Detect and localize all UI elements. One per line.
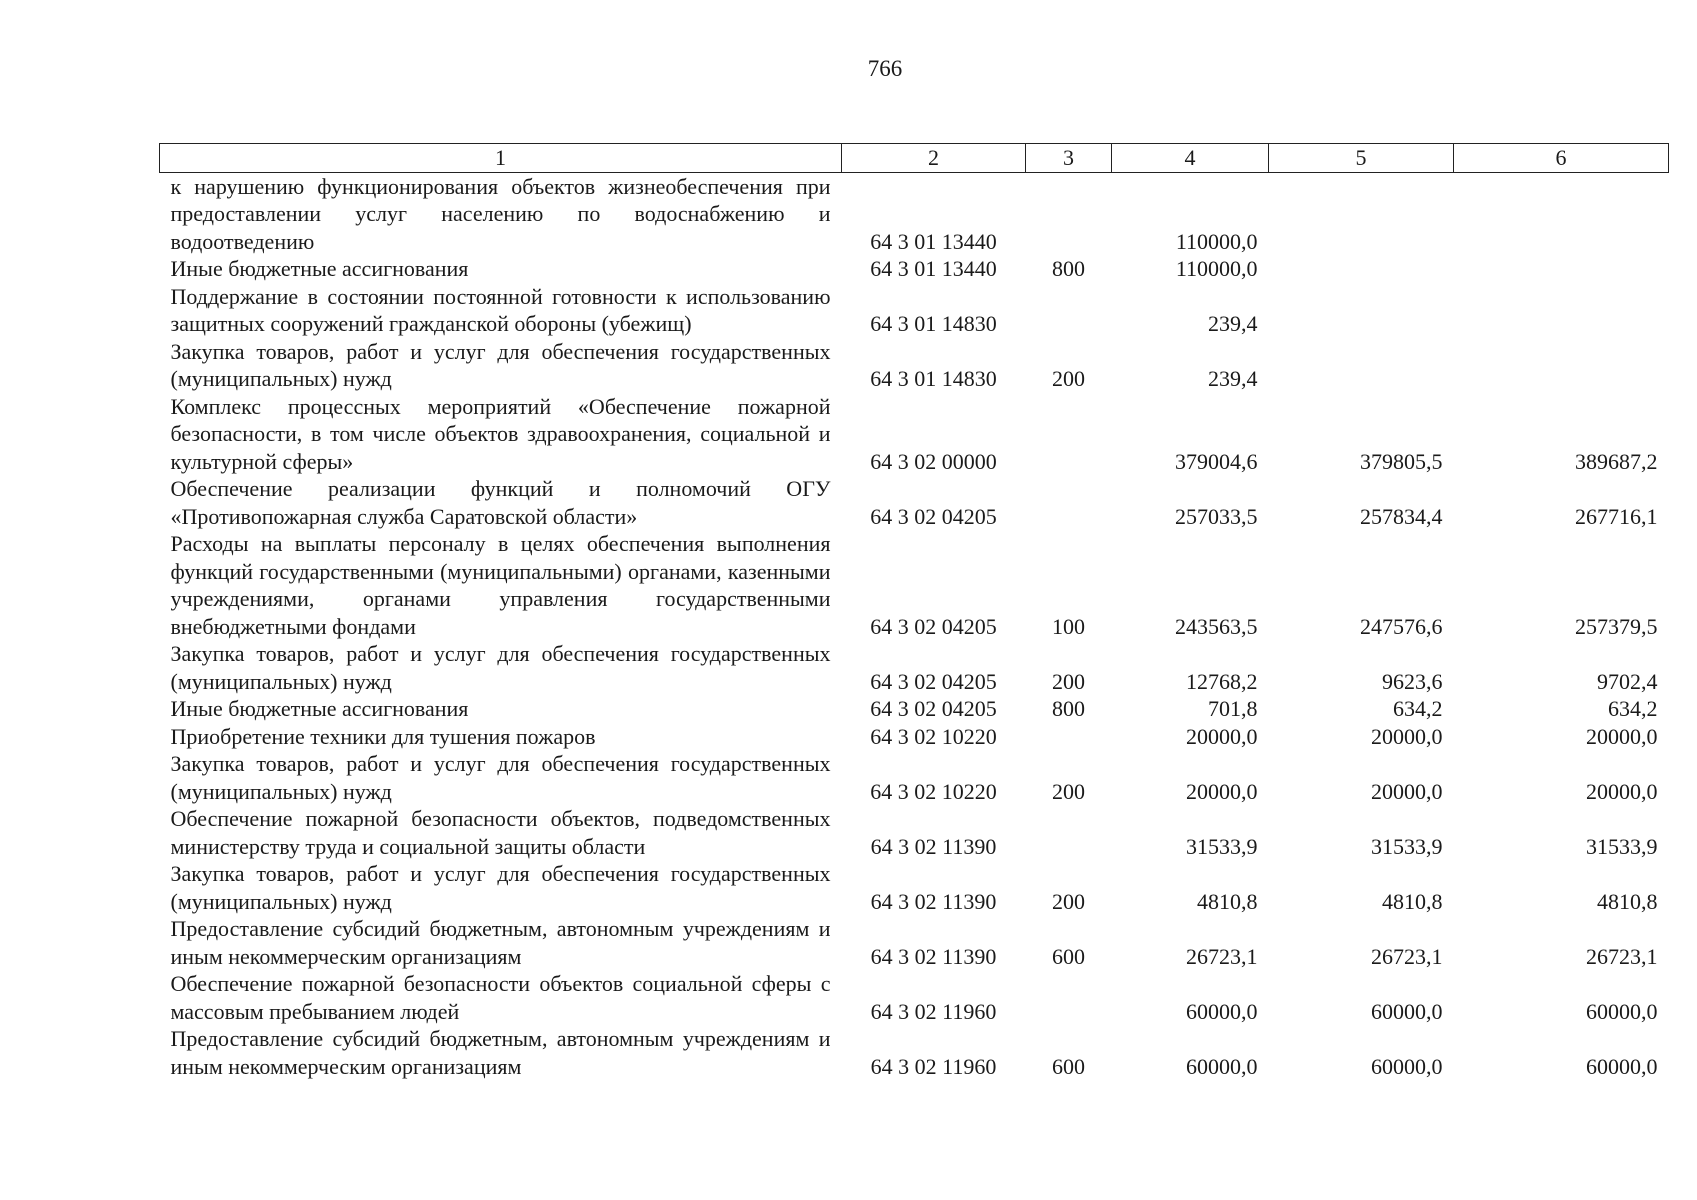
column-header-2: 2 bbox=[842, 144, 1026, 173]
item-name: Обеспечение пожарной безопасности объектов, подведомственных министерству труда и социальной защиты области bbox=[170, 806, 831, 859]
target-code: 64 3 02 11390 bbox=[870, 833, 997, 859]
target-code: 64 3 02 04205 bbox=[870, 668, 997, 694]
table-row bbox=[160, 860, 1669, 915]
amount-col-4: 243563,5 bbox=[1175, 613, 1258, 639]
expense-type: 200 bbox=[1052, 778, 1085, 804]
amount-col-5: 60000,0 bbox=[1371, 998, 1443, 1024]
page-number: 766 bbox=[867, 56, 903, 81]
table-row bbox=[160, 640, 1669, 695]
amount-col-6: 20000,0 bbox=[1586, 723, 1658, 749]
item-name: Расходы на выплаты персоналу в целях обеспечения выполнения функций государственными (муниципальными) органами, казенными учреждениями, органами управления государственными внебюджетными фондами bbox=[170, 531, 831, 639]
target-code: 64 3 02 00000 bbox=[870, 448, 997, 474]
expense-type bbox=[1026, 283, 1112, 338]
amount-col-5 bbox=[1269, 255, 1454, 283]
amount-col-6 bbox=[1454, 283, 1669, 338]
target-code: 64 3 02 10220 bbox=[870, 778, 997, 804]
table-row bbox=[160, 283, 1669, 338]
target-code: 64 3 02 04205 bbox=[870, 613, 997, 639]
table-row bbox=[160, 393, 1669, 476]
table-row bbox=[160, 805, 1669, 860]
amount-col-4: 60000,0 bbox=[1186, 1053, 1258, 1079]
amount-col-5: 379805,5 bbox=[1360, 448, 1443, 474]
column-header-6: 6 bbox=[1454, 144, 1669, 173]
amount-col-5 bbox=[1269, 172, 1454, 255]
amount-col-6: 20000,0 bbox=[1586, 778, 1658, 804]
amount-col-6 bbox=[1454, 172, 1669, 255]
item-name: Иные бюджетные ассигнования bbox=[170, 696, 469, 721]
amount-col-4: 20000,0 bbox=[1186, 778, 1258, 804]
target-code: 64 3 02 10220 bbox=[870, 723, 997, 749]
amount-col-6: 389687,2 bbox=[1575, 448, 1658, 474]
expense-type bbox=[1026, 723, 1112, 751]
amount-col-5: 31533,9 bbox=[1371, 833, 1443, 859]
amount-col-6: 26723,1 bbox=[1586, 943, 1658, 969]
target-code: 64 3 01 13440 bbox=[870, 256, 997, 281]
table-body bbox=[160, 172, 1669, 1080]
amount-col-6: 60000,0 bbox=[1586, 1053, 1658, 1079]
table-row bbox=[160, 338, 1669, 393]
target-code: 64 3 02 04205 bbox=[870, 503, 997, 529]
table-row bbox=[160, 750, 1669, 805]
table-row bbox=[160, 695, 1669, 723]
table-row bbox=[160, 475, 1669, 530]
amount-col-4: 239,4 bbox=[1208, 366, 1258, 391]
expense-type: 200 bbox=[1052, 668, 1085, 694]
target-code: 64 3 01 14830 bbox=[870, 311, 997, 336]
item-name: Приобретение техники для тушения пожаров bbox=[170, 723, 596, 749]
amount-col-6: 4810,8 bbox=[1597, 888, 1658, 914]
column-header-3: 3 bbox=[1026, 144, 1112, 173]
table-row bbox=[160, 530, 1669, 640]
amount-col-5: 26723,1 bbox=[1371, 943, 1443, 969]
amount-col-6: 31533,9 bbox=[1586, 833, 1658, 859]
target-code: 64 3 02 11960 bbox=[870, 998, 997, 1024]
expense-type: 800 bbox=[1052, 696, 1085, 721]
amount-col-4: 701,8 bbox=[1208, 696, 1258, 721]
amount-col-4: 60000,0 bbox=[1186, 998, 1258, 1024]
amount-col-4: 26723,1 bbox=[1186, 943, 1258, 969]
amount-col-6: 267716,1 bbox=[1575, 503, 1658, 529]
item-name: Предоставление субсидий бюджетным, автономным учреждениям и иным некоммерческим организациям bbox=[170, 1026, 831, 1079]
table-row bbox=[160, 1025, 1669, 1080]
amount-col-6 bbox=[1454, 255, 1669, 283]
expense-type bbox=[1026, 393, 1112, 476]
amount-col-5: 634,2 bbox=[1393, 696, 1443, 721]
amount-col-4: 4810,8 bbox=[1197, 888, 1258, 914]
target-code: 64 3 02 04205 bbox=[870, 696, 997, 721]
target-code: 64 3 02 11390 bbox=[870, 888, 997, 914]
expense-type bbox=[1026, 172, 1112, 255]
column-header-1: 1 bbox=[160, 144, 842, 173]
amount-col-6: 60000,0 bbox=[1586, 998, 1658, 1024]
amount-col-5: 4810,8 bbox=[1382, 888, 1443, 914]
item-name: Закупка товаров, работ и услуг для обеспечения государственных (муниципальных) нужд bbox=[170, 338, 831, 391]
amount-col-4: 379004,6 bbox=[1175, 448, 1258, 474]
amount-col-6: 634,2 bbox=[1608, 696, 1658, 721]
amount-col-5: 247576,6 bbox=[1360, 613, 1443, 639]
amount-col-4: 31533,9 bbox=[1186, 833, 1258, 859]
amount-col-4: 110000,0 bbox=[1175, 228, 1258, 254]
expense-type: 800 bbox=[1052, 256, 1085, 281]
table-row bbox=[160, 915, 1669, 970]
amount-col-5: 257834,4 bbox=[1360, 503, 1443, 529]
header-row bbox=[160, 144, 1669, 173]
item-name: Обеспечение пожарной безопасности объектов социальной сферы с массовым пребыванием людей bbox=[170, 971, 831, 1024]
target-code: 64 3 02 11390 bbox=[870, 943, 997, 969]
item-name: Комплекс процессных мероприятий «Обеспечение пожарной безопасности, в том числе объектов здравоохранения, социальной и культурной сферы» bbox=[170, 393, 831, 474]
amount-col-4: 110000,0 bbox=[1175, 256, 1258, 281]
target-code: 64 3 01 14830 bbox=[870, 366, 997, 391]
amount-col-4: 20000,0 bbox=[1186, 723, 1258, 749]
table-row bbox=[160, 172, 1669, 255]
amount-col-5 bbox=[1269, 283, 1454, 338]
amount-col-5: 20000,0 bbox=[1371, 778, 1443, 804]
amount-col-4: 257033,5 bbox=[1175, 503, 1258, 529]
expense-type: 200 bbox=[1052, 888, 1085, 914]
item-name: Иные бюджетные ассигнования bbox=[170, 256, 469, 281]
expense-type bbox=[1026, 805, 1112, 860]
target-code: 64 3 02 11960 bbox=[870, 1053, 997, 1079]
budget-table bbox=[159, 143, 1669, 1080]
amount-col-4: 239,4 bbox=[1208, 311, 1258, 336]
item-name: Предоставление субсидий бюджетным, автономным учреждениям и иным некоммерческим организациям bbox=[170, 916, 831, 969]
item-name: Закупка товаров, работ и услуг для обеспечения государственных (муниципальных) нужд bbox=[170, 641, 831, 694]
item-name: к нарушению функционирования объектов жизнеобеспечения при предоставлении услуг населению по водоснабжению и водоотведению bbox=[170, 173, 831, 254]
item-name: Закупка товаров, работ и услуг для обеспечения государственных (муниципальных) нужд bbox=[170, 751, 831, 804]
item-name: Обеспечение реализации функций и полномочий ОГУ «Противопожарная служба Саратовской области» bbox=[170, 476, 831, 529]
amount-col-5: 20000,0 bbox=[1371, 723, 1443, 749]
amount-col-4: 12768,2 bbox=[1186, 668, 1258, 694]
expense-type: 100 bbox=[1052, 613, 1085, 639]
expense-type: 600 bbox=[1052, 1053, 1085, 1079]
target-code: 64 3 01 13440 bbox=[870, 228, 997, 254]
table-row bbox=[160, 723, 1669, 751]
amount-col-5: 9623,6 bbox=[1382, 668, 1443, 694]
item-name: Закупка товаров, работ и услуг для обеспечения государственных (муниципальных) нужд bbox=[170, 861, 831, 914]
table-header bbox=[160, 144, 1669, 173]
amount-col-6 bbox=[1454, 338, 1669, 393]
expense-type: 600 bbox=[1052, 943, 1085, 969]
amount-col-6: 257379,5 bbox=[1575, 613, 1658, 639]
expense-type bbox=[1026, 970, 1112, 1025]
table-row bbox=[160, 255, 1669, 283]
expense-type: 200 bbox=[1052, 366, 1085, 391]
amount-col-6: 9702,4 bbox=[1597, 668, 1658, 694]
expense-type bbox=[1026, 475, 1112, 530]
table-row bbox=[160, 970, 1669, 1025]
column-header-5: 5 bbox=[1269, 144, 1454, 173]
amount-col-5: 60000,0 bbox=[1371, 1053, 1443, 1079]
column-header-4: 4 bbox=[1112, 144, 1269, 173]
amount-col-5 bbox=[1269, 338, 1454, 393]
item-name: Поддержание в состоянии постоянной готовности к использованию защитных сооружений гражданской обороны (убежищ) bbox=[170, 283, 831, 336]
